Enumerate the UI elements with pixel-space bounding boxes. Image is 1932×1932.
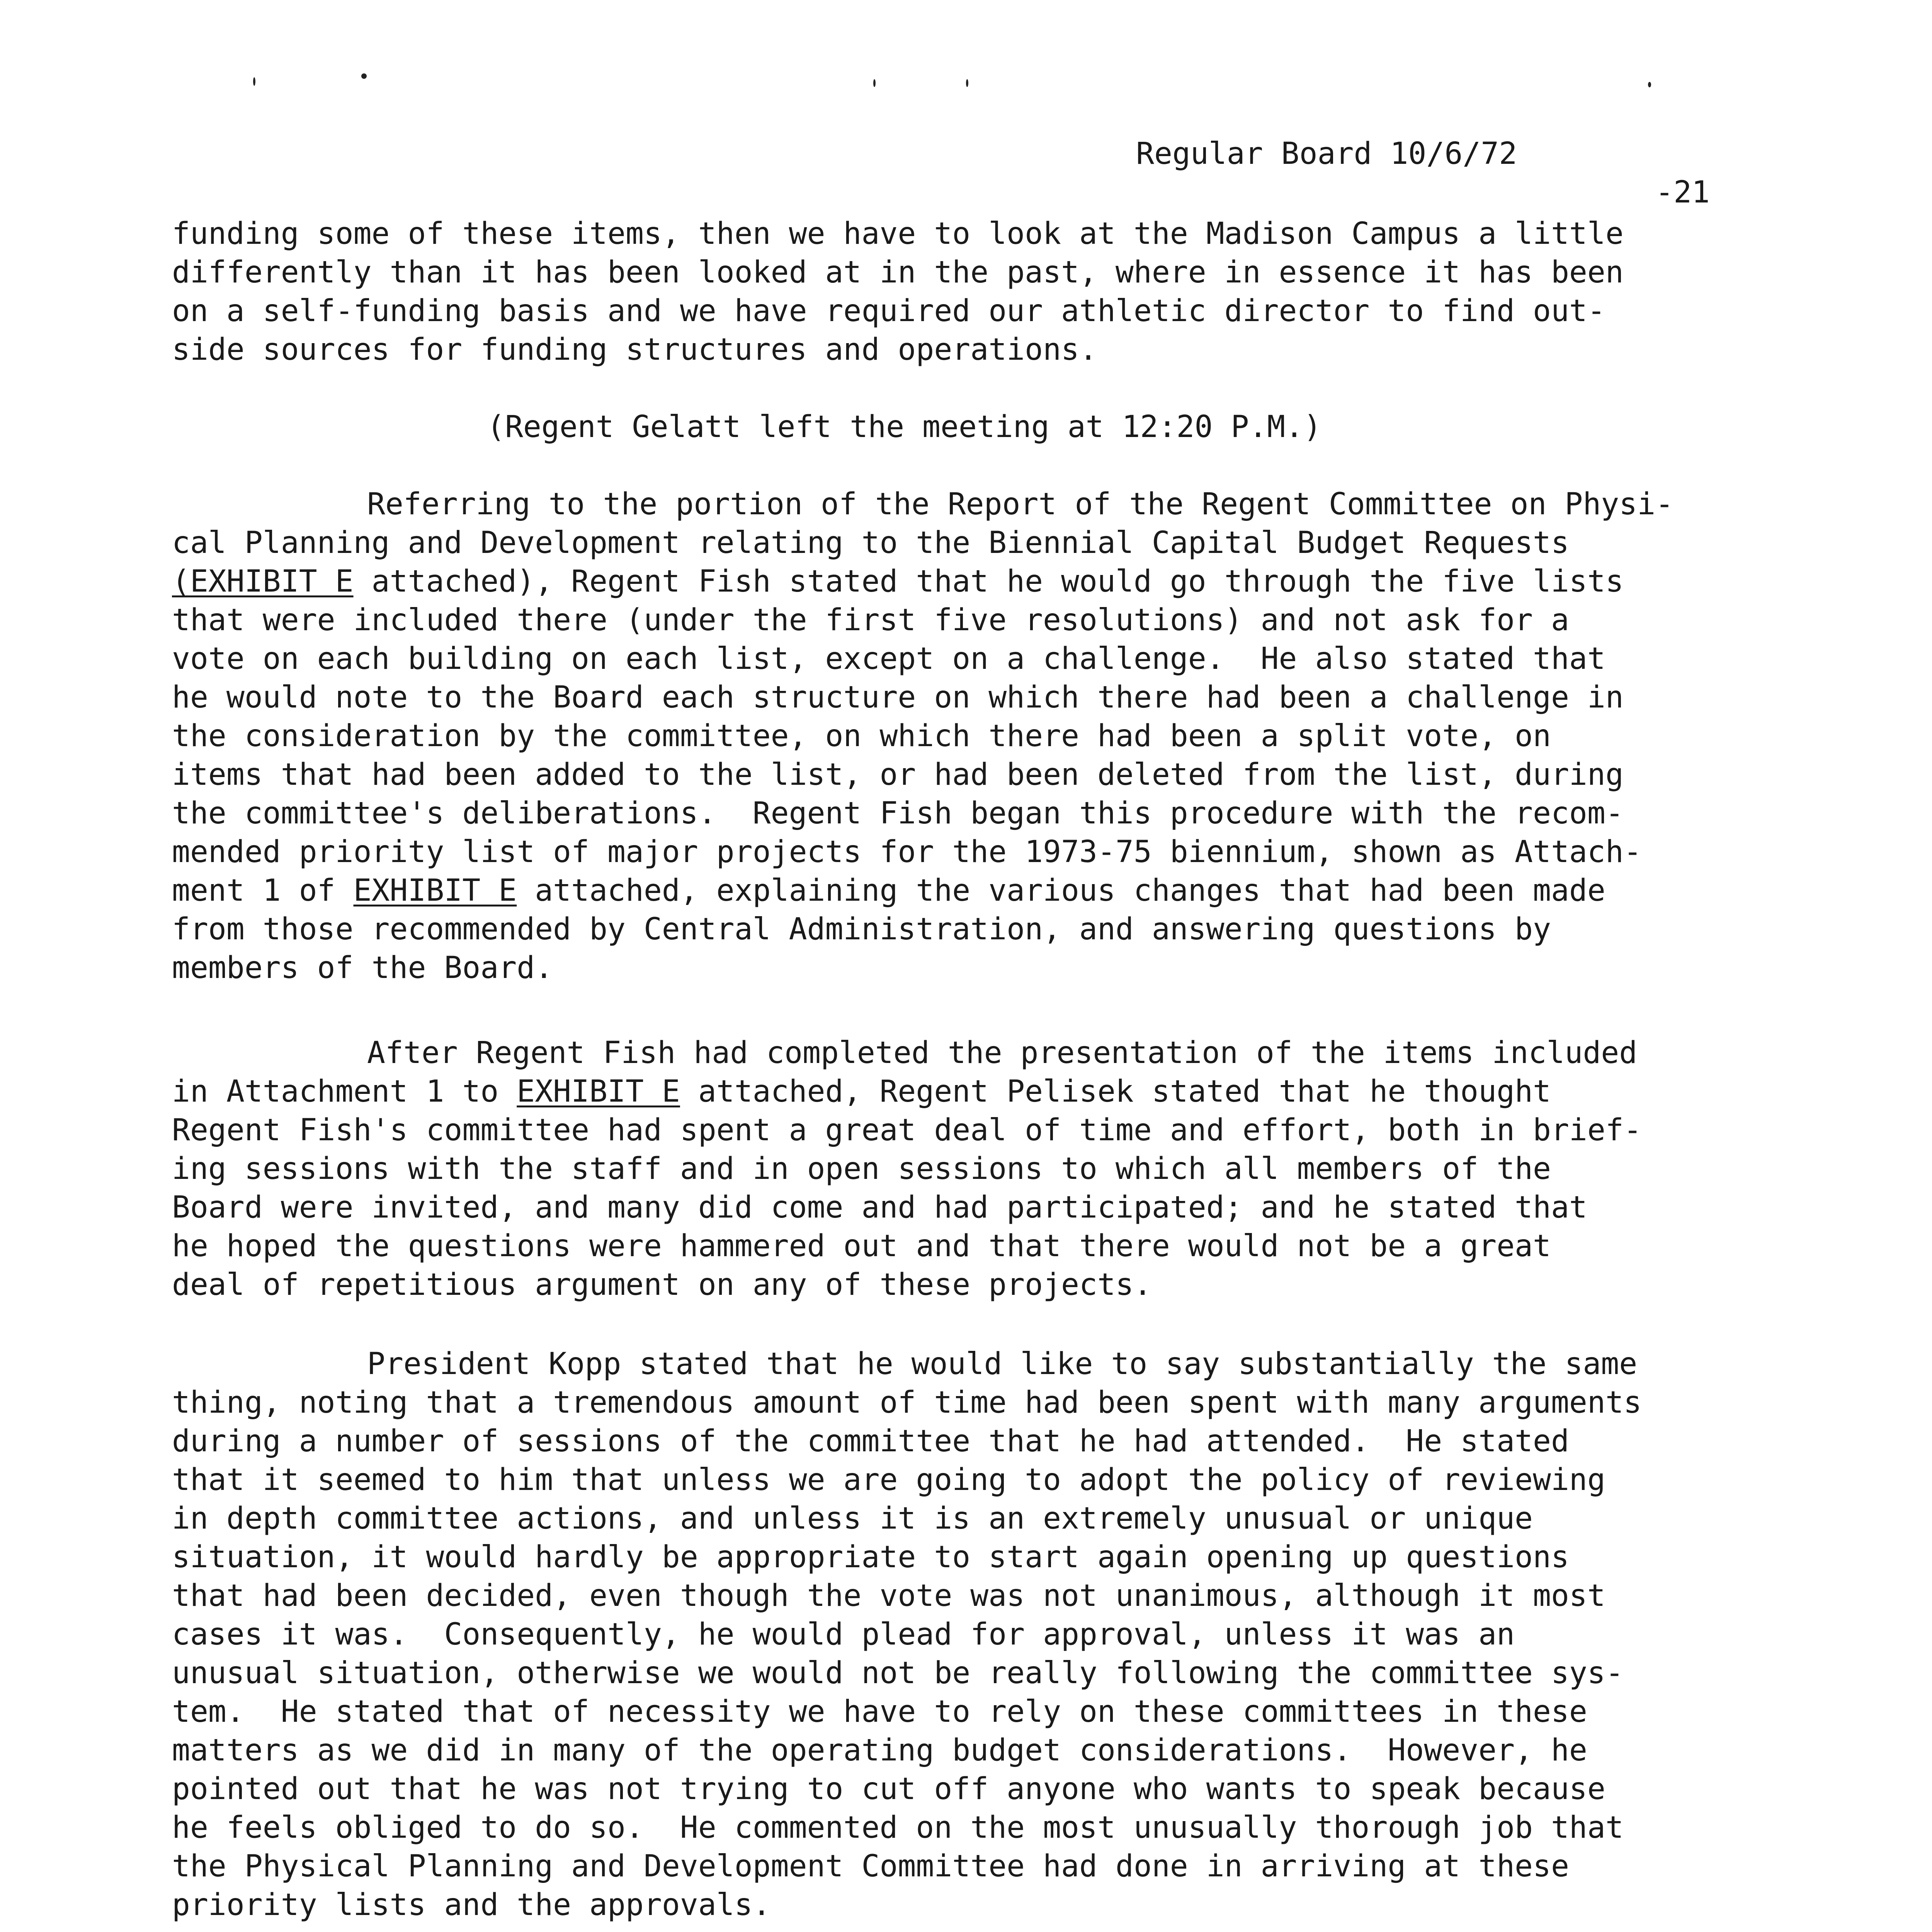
text-line xyxy=(172,871,1605,910)
text-line: matters as we did in many of the operating budget considerations. However, he xyxy=(172,1733,1587,1768)
page-header xyxy=(1136,96,1723,210)
exhibit-reference: EXHIBIT E xyxy=(353,873,517,908)
text-line xyxy=(172,562,1624,601)
text-line: vote on each building on each list, except on a challenge. He also stated that xyxy=(172,641,1605,676)
text-line: deal of repetitious argument on any of these projects. xyxy=(172,1267,1152,1302)
header-title: Regular Board 10/6/72 xyxy=(1136,136,1517,171)
text-line: differently than it has been looked at in the past, where in essence it has been xyxy=(172,255,1624,290)
text-line: that had been decided, even though the vote was not unanimous, although it most xyxy=(172,1578,1605,1613)
text-line: cases it was. Consequently, he would plead for approval, unless it was an xyxy=(172,1617,1515,1652)
text-line: pointed out that he was not trying to cut off anyone who wants to speak because xyxy=(172,1772,1605,1806)
text-line: priority lists and the approvals. xyxy=(172,1888,771,1922)
meeting-note: (Regent Gelatt left the meeting at 12:20 P.M.) xyxy=(487,410,1322,444)
scan-speck xyxy=(873,79,876,87)
text-line: ing sessions with the staff and in open sessions to which all members of the xyxy=(172,1151,1551,1186)
text-line: he feels obliged to do so. He commented on the most unusually thorough job that xyxy=(172,1810,1624,1845)
text-line: items that had been added to the list, or had been deleted from the list, during xyxy=(172,757,1624,792)
scan-speck xyxy=(361,73,367,79)
text-span: attached), Regent Fish stated that he would go through the five lists xyxy=(353,564,1624,599)
text-line: he hoped the questions were hammered out and that there would not be a great xyxy=(172,1229,1551,1264)
text-line: Regent Fish's committee had spent a great deal of time and effort, both in brief- xyxy=(172,1113,1642,1148)
text-line: funding some of these items, then we have to look at the Madison Campus a little xyxy=(172,216,1624,251)
text-line: in depth committee actions, and unless it is an extremely unusual or unique xyxy=(172,1501,1533,1536)
text-line: he would note to the Board each structure on which there had been a challenge in xyxy=(172,680,1624,715)
text-span: attached, Regent Pelisek stated that he thought xyxy=(680,1074,1551,1109)
text-line xyxy=(172,1072,1551,1111)
text-line: cal Planning and Development relating to the Biennial Capital Budget Requests xyxy=(172,526,1569,560)
text-line: Board were invited, and many did come and had participated; and he stated that xyxy=(172,1190,1587,1225)
scan-speck xyxy=(1648,82,1651,87)
text-line: members of the Board. xyxy=(172,951,553,985)
text-line: side sources for funding structures and operations. xyxy=(172,332,1097,367)
text-span: attached, explaining the various changes that had been made xyxy=(517,873,1605,908)
exhibit-reference: EXHIBIT E xyxy=(517,1074,680,1109)
text-line: during a number of sessions of the committee that he had attended. He stated xyxy=(172,1424,1569,1459)
text-span: ment 1 of xyxy=(172,873,354,908)
text-line: that were included there (under the first five resolutions) and not ask for a xyxy=(172,603,1569,638)
text-line: situation, it would hardly be appropriate to start again opening up questions xyxy=(172,1540,1569,1575)
text-line: from those recommended by Central Administration, and answering questions by xyxy=(172,912,1551,947)
scan-speck xyxy=(253,77,255,86)
text-line: After Regent Fish had completed the presentation of the items included xyxy=(367,1036,1638,1070)
exhibit-reference: (EXHIBIT E xyxy=(172,564,354,599)
text-line: mended priority list of major projects for the 1973-75 biennium, shown as Attach- xyxy=(172,835,1642,869)
text-line: tem. He stated that of necessity we have to rely on these committees in these xyxy=(172,1694,1587,1729)
text-line: thing, noting that a tremendous amount of time had been spent with many arguments xyxy=(172,1385,1642,1420)
scan-speck xyxy=(966,79,968,87)
text-line: unusual situation, otherwise we would not be really following the committee sys- xyxy=(172,1656,1624,1690)
text-line: Referring to the portion of the Report of the Regent Committee on Physi- xyxy=(367,487,1674,522)
text-line: the consideration by the committee, on which there had been a split vote, on xyxy=(172,719,1551,753)
text-span: in Attachment 1 to xyxy=(172,1074,517,1109)
text-line: on a self-funding basis and we have required our athletic director to find out- xyxy=(172,294,1605,328)
text-line: the committee's deliberations. Regent Fish began this procedure with the recom- xyxy=(172,796,1624,831)
text-line: President Kopp stated that he would like to say substantially the same xyxy=(367,1347,1638,1381)
header-page-number: -21 xyxy=(1655,175,1710,210)
text-line: that it seemed to him that unless we are going to adopt the policy of reviewing xyxy=(172,1463,1605,1497)
text-line: the Physical Planning and Development Committee had done in arriving at these xyxy=(172,1849,1569,1884)
